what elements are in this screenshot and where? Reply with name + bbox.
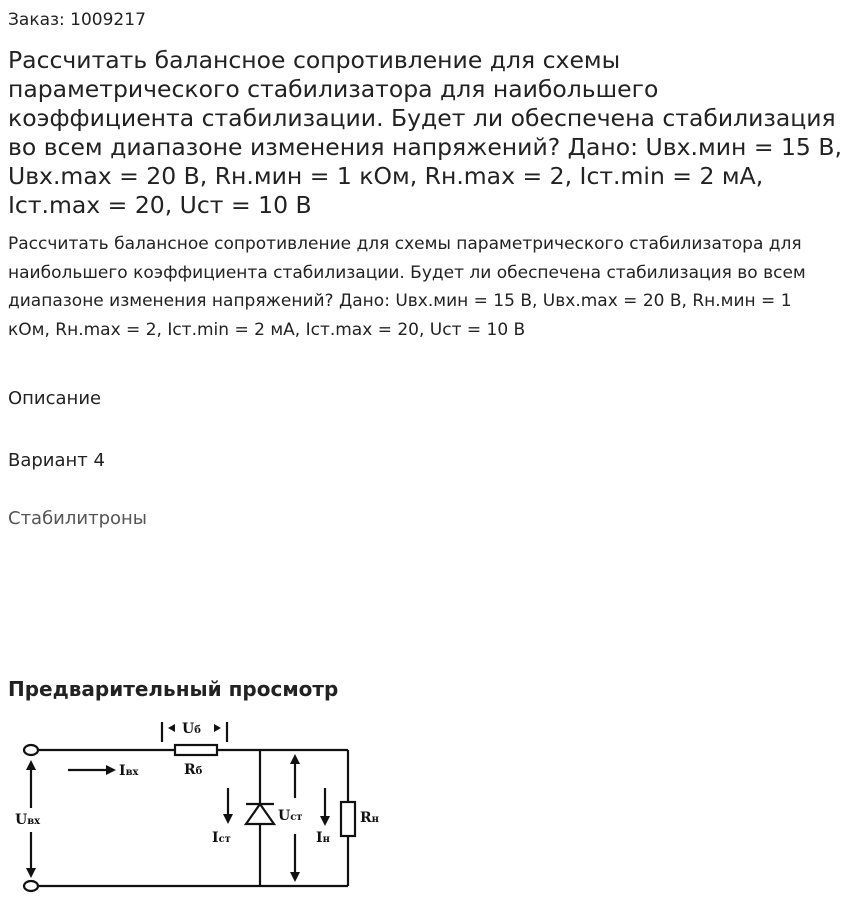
in-label: I [316,830,323,846]
rb-sub: б [195,766,203,777]
svg-text:Iст [212,830,231,846]
rn-label: R [360,810,372,826]
ist-label: I [212,830,219,846]
svg-text:Iвх [119,763,140,779]
category-link[interactable]: Стабилитроны [8,508,147,529]
stabilizer-schematic [10,712,390,897]
rn-sub: н [371,814,379,825]
ust-sub: ст [290,812,303,823]
iin-sub: вх [125,767,139,778]
order-number: Заказ: 1009217 [8,10,146,30]
svg-text:Uб [182,721,201,737]
in-sub: н [322,834,330,845]
ub-sub: б [194,725,201,736]
svg-text:Uст [278,808,303,824]
ust-label: U [278,808,291,824]
rb-label: R [184,762,196,778]
description-label: Описание [8,388,102,409]
svg-text:Rн [360,810,379,826]
uin-label: U [15,812,28,828]
ub-label: U [182,721,195,737]
iin-label: I [119,763,126,779]
preview-heading: Предварительный просмотр [8,677,339,701]
uin-sub: вх [27,816,41,827]
svg-text:Iн [316,830,330,846]
svg-text:Uвх [15,812,41,828]
svg-text:Rб [184,762,203,778]
ist-sub: ст [218,834,231,845]
page-title: Рассчитать балансное сопротивление для схемы параметрического стабилизатора для наибольшего коэффициента стабилизации. Будет ли обеспечена стабилизация во всем диапазоне изменения напряжений? Дано: Uвх.мин = 15 В, Uвх.max = 20 В, Rн.мин = 1 кОм, Rн.max = 2, Iст.min = 2 мА, Iст.max = 20, Uст = 10 В [8,46,842,219]
variant-label: Вариант 4 [8,450,105,471]
task-text: Рассчитать балансное сопротивление для схемы параметрического стабилизатора для наибольшего коэффициента стабилизации. Будет ли обеспечена стабилизация во всем диапазоне изменения напряжений? Дано: Uвх.мин = 15 В, Uвх.max = 20 В, Rн.мин = 1 кОм, Rн.max = 2, Iст.min = 2 мА, Iст.max = 20, Uст = 10 В [8,234,806,340]
